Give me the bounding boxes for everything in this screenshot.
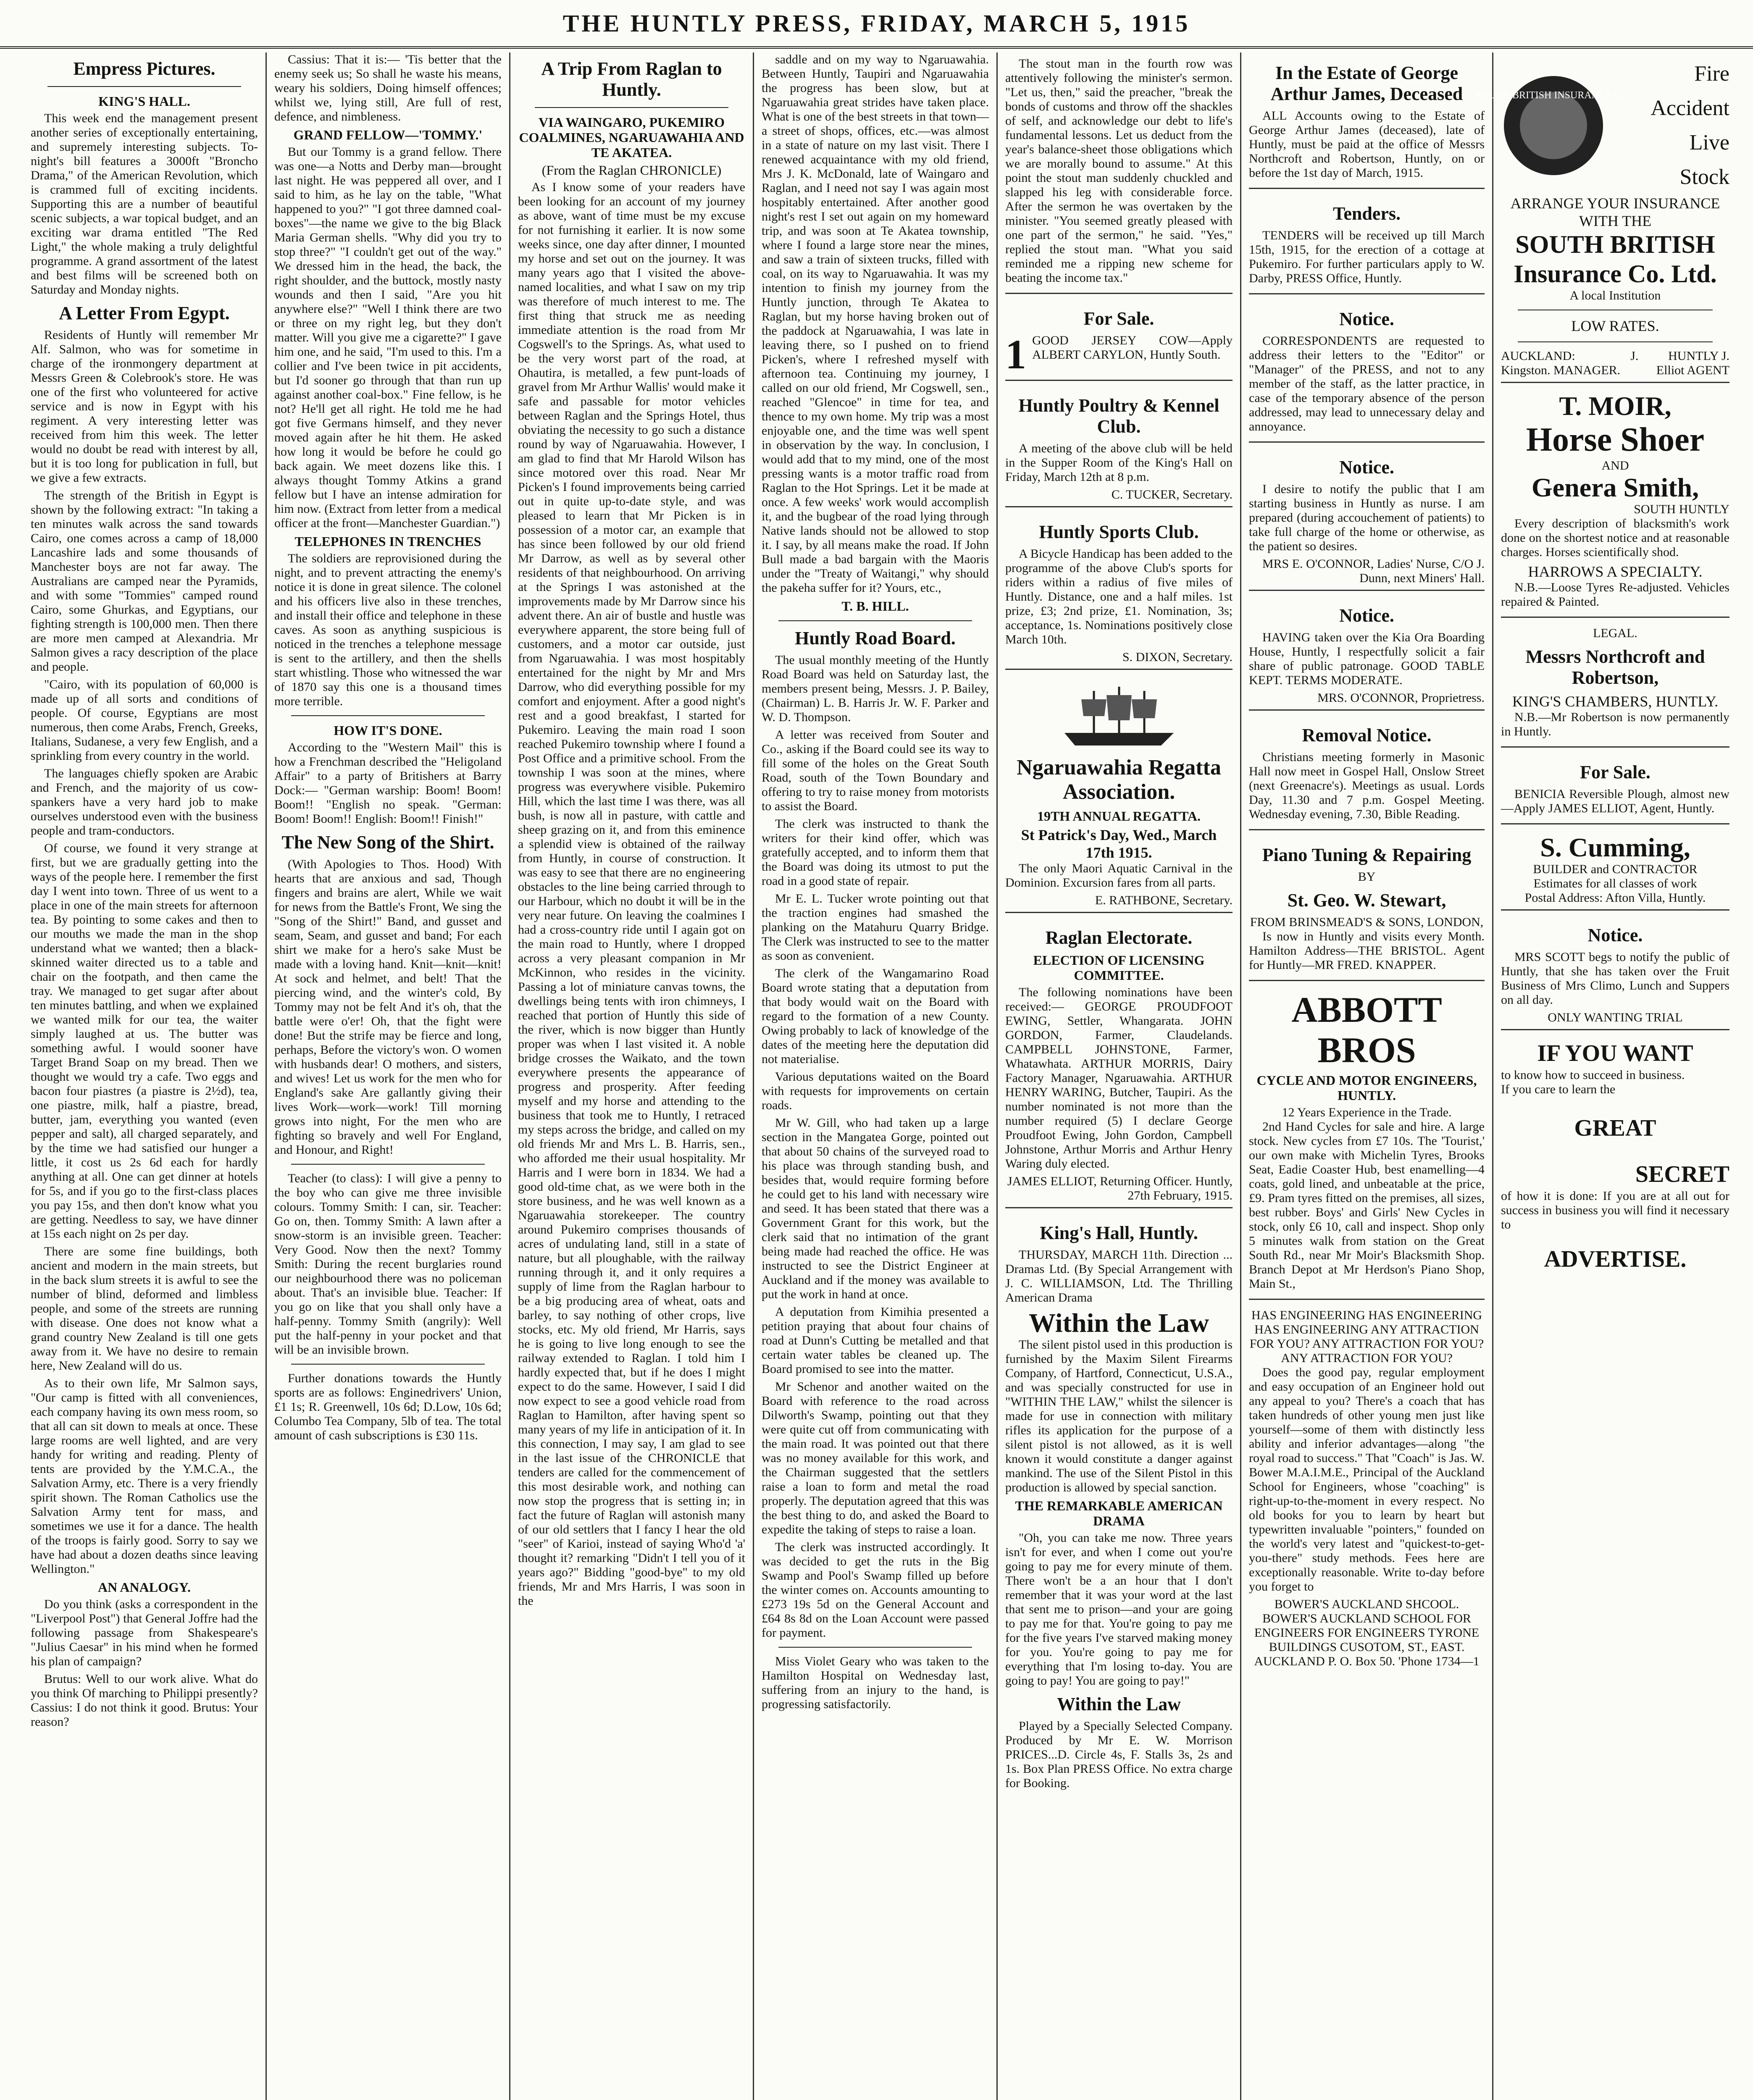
- ad-signature: MRS. O'CONNOR, Proprietress.: [1317, 691, 1485, 705]
- article-paragraph: Various deputations waited on the Board with requests for improvements on certain roads.: [762, 1070, 989, 1112]
- ad-south-british: [1476, 52, 1729, 383]
- article-paragraph: Miss Violet Geary who was taken to the Hamilton Hospital on Wednesday last, suffering from an injury to the hand, is progressing satisfactorily.: [762, 1654, 989, 1711]
- ad-line: Stock: [1679, 165, 1729, 189]
- article-heading: Huntly Road Board.: [795, 628, 956, 648]
- ad-heading: Piano Tuning & Repairing: [1262, 845, 1472, 865]
- ad-text: 12 Years Experience in the Trade.: [1282, 1105, 1452, 1119]
- ad-heading: For Sale.: [1580, 762, 1651, 782]
- ad-heading: SECRET: [1635, 1161, 1729, 1187]
- ad-text: A meeting of the above club will be held in the Supper Room of the King's Hall on Friday, March 12th at 8 p.m.: [1005, 441, 1233, 484]
- ad-for-sale: [1005, 298, 1233, 381]
- article-paragraph: Residents of Huntly will remember Mr Alf. Salmon, who was for sometime in charge of the ironmongery department at Messrs Green & Colebrook's store. He was one of the first who volunteered for active service and is now in Egypt with his regiment. A very interesting letter was received from him this week. The letter would no doubt be read with interest by all, but it is too long for publication in full, but we give a few extracts.: [31, 328, 258, 485]
- divider: [291, 715, 485, 716]
- ad-legal: [1501, 622, 1729, 748]
- article-subheading: AN ANALOGY.: [97, 1580, 191, 1595]
- column-6: [1241, 52, 1493, 2100]
- ad-poultry-club: [1005, 385, 1233, 507]
- article-heading: A Letter From Egypt.: [59, 303, 230, 323]
- ad-subheading: CYCLE AND MOTOR ENGINEERS, HUNTLY.: [1256, 1073, 1477, 1103]
- ad-text: ARRANGE YOUR INSURANCE WITH THE: [1510, 195, 1720, 229]
- ad-line: Accident: [1651, 96, 1729, 120]
- ad-notice-correspondents: [1249, 299, 1485, 443]
- ad-text: I desire to notify the public that I am starting business in Huntly as nurse. I am prepared (during accouchement of patients) to take full charge of the home or otherwise, as the patient so desires.: [1249, 482, 1485, 553]
- article-subheading: VIA WAINGARO, PUKEMIRO COALMINES, NGARUAWAHIA AND TE AKATEA.: [519, 115, 744, 160]
- ad-heading: IF YOU WANT: [1537, 1040, 1693, 1066]
- ad-heading: Tenders.: [1333, 203, 1401, 224]
- ad-heading: ABBOTT BROS: [1291, 990, 1442, 1070]
- ad-raglan-electorate: [1005, 917, 1233, 1208]
- ad-text: N.B.—Mr Robertson is now permanently in Huntly.: [1501, 710, 1729, 738]
- ad-text: GOOD JERSEY COW—Apply ALBERT CARYLON, Huntly South.: [1032, 333, 1233, 362]
- ad-line: Fire: [1694, 62, 1729, 86]
- insurance-seal-icon: [1476, 73, 1631, 178]
- ad-text: LEGAL.: [1593, 626, 1637, 640]
- ad-heading: King's Hall, Huntly.: [1040, 1223, 1198, 1243]
- ad-text: Played by a Specially Selected Company. Produced by Mr E. W. Morrison PRICES...D. Circle 4s, F. Stalls 3s, 2s and 1s. Box Plan PRESS Office. No extra charge for Booking.: [1005, 1719, 1233, 1790]
- ad-show-title-2: Within the Law: [1057, 1694, 1181, 1714]
- ad-text: SOUTH HUNTLY: [1634, 502, 1729, 516]
- ad-text: A local Institution: [1569, 289, 1661, 302]
- article-paragraph: Do you think (asks a correspondent in the "Liverpool Post") that General Joffre had the following passage from Shakespeare's "Julius Caesar" in his mind when he formed his plan of campaign?: [31, 1597, 258, 1668]
- ad-text: BENICIA Reversible Plough, almost new—Apply JAMES ELLIOT, Agent, Huntly.: [1501, 787, 1729, 815]
- article-paragraph: The clerk was instructed accordingly. It was decided to get the ruts in the Big Swamp and Pool's Swamp filled up before the winter comes on. Accounts amounting to £273 19s 5d on the General Account and £64 8s 8d on the Loan Account were passed for payment.: [762, 1540, 989, 1640]
- ad-text: Is now in Huntly and visits every Month. Hamilton Address—THE BRISTOL. Agent for Huntly—MR FRED. KNAPPER.: [1249, 929, 1485, 972]
- seal-label: SOUTH BRITISH INSURANCE CO.: [1476, 90, 1631, 101]
- article-paragraph: The usual monthly meeting of the Huntly Road Board was held on Saturday last, the members present being, Messrs. J. P. Bailey, (Chairman) L. B. Harris Jr. W. F. Parker and W. D. Thompson.: [762, 653, 989, 724]
- ad-text: Does the good pay, regular employment and easy occupation of an Engineer hold out any appeal to you? There's a coach that has taken hundreds of other young men just like yourself—some of them with distinctly less ability and inferior advantages—along "the royal road to success." That "Coach" is Jas. W. Bower M.A.I.M.E., Principal of the Auckland School for Engineers, whose "coaching" is right-up-to-the-moment in every respect. No old books for you to learn by heart but typewritten invaluable "pointers," founded on the world's very latest and "quickest-to-get-you-there" study methods. Fees here are exceptionally reasonable. Write to-day before you forget to: [1249, 1365, 1485, 1593]
- column-1: [23, 52, 267, 2100]
- divider: [291, 1364, 485, 1365]
- ad-heading: Raglan Electorate.: [1045, 927, 1193, 948]
- article-paragraph: Further donations towards the Huntly sports are as follows: Enginedrivers' Union, £1 1s; R. Greenwell, 10s 6d; D.Low, 10s 6d; Columbo Tea Company, 5lb of tea. The total amount of cash subscriptions is £30 11s.: [274, 1371, 502, 1442]
- ad-text: The silent pistol used in this production is furnished by the Maxim Silent Firearms Company, of Hartford, Connecticut, U.S.A., and was specially constructed for use in "WITHIN THE LAW," whilst the silencer is made for use in connection with military rifles its application for the purpose of a silent pistol is not allowed, as it is well known it would constitute a danger against mankind. The use of the Silent Pistol in this production is allowed by special sanction.: [1005, 1338, 1233, 1494]
- article-paragraph: Of course, we found it very strange at first, but we are gradually getting into the ways of the people here. I remember the first day I went into town. Three of us went to a place in one of the main streets for afternoon tea. By pointing to some cakes and then to our mouths we made the man in the shop understand what we wanted; then a black-skinned waiter directed us to a table and chair on the footpath, and then came the tray. We managed to get sugar after about ten minutes battling, and when we explained we wanted milk for our tea, the waiter simply laughed at us. The butter was something awful. I would sooner have Target Brand Soap on my bread. Then we thought we would try a cafe. Two eggs and bacon four piastres (a piastre is 2½d), tea, one piastre, milk, half a piastre, bread, butter, jam, everything you wanted (even pepper and salt), all charged separately, and by the time we had satisfied our hunger a little, it cost us 2s 6d each for hardly anything at all. One can get dinner at hotels for 5s, and if you go to the first-class places you pay 15s, and then don't know what you are getting. Needless to say, we have dinner at 15s each night on 2s per day.: [31, 841, 258, 1241]
- masthead-title: THE HUNTLY PRESS, FRIDAY, MARCH 5, 1915: [562, 10, 1191, 37]
- ad-notice-boarding: [1249, 595, 1485, 711]
- page-columns: [23, 52, 1737, 2100]
- ad-text: ONLY WANTING TRIAL: [1548, 1011, 1683, 1024]
- ad-regatta: [1005, 674, 1233, 913]
- article-subheading: HOW IT'S DONE.: [334, 723, 442, 738]
- ad-cumming: [1501, 829, 1729, 911]
- article-paragraph: But our Tommy is a grand fellow. There was one—a Notts and Derby man—brought last night. He was peppered all over, and I said to him, as he lay on the table, "What happened to you?" "I got three damned coal-boxes"—the name we give to the big Black Maria German shells. "Why did you try to stop three?" "I couldn't get out of the way." We dressed him in the head, the back, the right shoulder, and the buttock, mostly nasty wounds and then I said, "Are you hit anywhere else?" "Well I think there are two or three on my right leg, but they don't matter. Will you give me a cigarette?" I gave him one, and he said, "I'm used to this. I'm a collier and I've been twice in pit accidents, but I'd sooner go through that than run up against another coal-box." Fine fellow, is he not? He'll get all right. He told me he had got five Germans himself, and they never moved again after he hit them. He asked how long it would be before he could go back again. We meet dozens like this. I always thought Tommy Atkins a grand fellow but I have an intense admiration for him now. (Extract from letter from a medical officer at the front—Manchester Guardian."): [274, 145, 502, 530]
- ad-agent: HUNTLY J. Elliot AGENT: [1656, 349, 1729, 377]
- ad-top: [1476, 57, 1729, 194]
- ad-signature: MRS E. O'CONNOR, Ladies' Nurse, C/O J. Dunn, next Miners' Hall.: [1262, 557, 1485, 585]
- ad-text: TENDERS will be received up till March 15th, 1915, for the erection of a cottage at Pukemiro. For further particulars apply to W. Darby, PRESS Office, Huntly.: [1249, 228, 1485, 285]
- ad-text: Christians meeting formerly in Masonic Hall now meet in Gospel Hall, Onslow Street (next Greenacre's). Meetings as usual. Lords Day, 11.30 and 7 p.m. Gospel Meeting. Wednesday evening, 7.30, Bible Reading.: [1249, 750, 1485, 821]
- ad-heading: Horse Shoer: [1526, 421, 1705, 458]
- ad-text: "Oh, you can take me now. Three years isn't for ever, and when I come out you're going to pay me for every minute of them. There won't be a an hour that I don't remember that it was your word at the last that sent me to prison—and your are going to pay me for that. You're going to pay me for the five years I've starved making money for you. You're going to pay me for everything that I'm losing to-day. You are going to pay! You are going to pay!": [1005, 1531, 1233, 1688]
- ad-heading: SOUTH BRITISH Insurance Co. Ltd.: [1514, 231, 1717, 288]
- ship-illustration: [1056, 682, 1182, 750]
- ad-abbott: [1249, 985, 1485, 1300]
- ad-heading: For Sale.: [1083, 308, 1154, 329]
- ad-moir: [1501, 387, 1729, 618]
- ad-body: [1005, 331, 1233, 378]
- ad-text: THURSDAY, MARCH 11th. Direction ... Dramas Ltd. (By Special Arrangement with J. C. WILLIAMSON, Ltd. The Thrilling American Drama: [1005, 1248, 1233, 1305]
- ad-sports-club: [1005, 512, 1233, 670]
- article-paragraph: There are some fine buildings, both ancient and modern in the main streets, but in the back slum streets it is awful to see the number of blind, deformed and limbless people, and some of the streets are running with disease. One does not know what a grand country New Zealand is till one gets away from it. We have no desire to remain here, New Zealand will do us.: [31, 1244, 258, 1373]
- column-2: [267, 52, 510, 2100]
- article-paragraph: Teacher (to class): I will give a penny to the boy who can give me three invisible colours. Tommy Smith: I can, sir. Teacher: Go on, then. Tommy Smith: A lawn after a snow-storm is an invisible green. Teacher: Very Good. Now then the next? Tommy Smith: During the recent burglaries round our neighbourhood there was no policeman about. That's an invisible blue. Teacher: If you go on like that you shall only have a half-penny. Tommy Smith (angrily): Well put the half-penny in your pocket and that will be an invisible brown.: [274, 1171, 502, 1357]
- ad-text: The following nominations have been received:— GEORGE PROUDFOOT EWING, Settler, Whangarata. JOHN GORDON, Farmer, Claudelands. CAMPBELL JOHNSTONE, Farmer, Whatawhata. ARTHUR MORRIS, Dairy Factory Manager, Ngaruawahia. ARTHUR HENRY WARING, Butcher, Taupiri. As the number nominated is not more than the number required (5) I declare George Proudfoot Ewing, John Gordon, Campbell Johnstone, Arthur Morris and Arthur Henry Waring duly elected.: [1005, 985, 1233, 1171]
- article-paragraph: A deputation from Kimihia presented a petition praying that about four chains of road at Dunn's Cutting be metalled and that certain water tables be cleaned up. The Board promised to see into the matter.: [762, 1305, 989, 1376]
- article-paragraph: The soldiers are reprovisioned during the night, and to prevent attracting the enemy's notice it is done in great silence. The colonel and his officers live also in these trenches, and install their office and telephone in these caves. As soon as anything suspicious is noticed in the trenches a telephone message is sent to the artillery, and then the shells start whistling. Those who witnessed the war of 1870 say this one is a thousand times more terrible.: [274, 551, 502, 708]
- column-7: [1476, 52, 1737, 2100]
- ad-estate: [1249, 52, 1485, 189]
- ad-heading: In the Estate of George Arthur James, Deceased: [1270, 63, 1463, 104]
- ad-engineering: [1249, 1304, 1485, 1673]
- ad-text: If you care to learn the: [1501, 1082, 1616, 1096]
- ad-signature: JAMES ELLIOT, Returning Officer. Huntly, 27th February, 1915.: [1007, 1174, 1233, 1202]
- ad-subheading: 19TH ANNUAL REGATTA.: [1037, 808, 1201, 824]
- ad-text: MRS SCOTT begs to notify the public of Huntly, that she has taken over the Fruit Business of Mrs Climo, Lunch and Suppers on all day.: [1501, 950, 1729, 1007]
- ad-heading: Notice.: [1587, 925, 1643, 945]
- ad-subheading: St. Geo. W. Stewart,: [1287, 890, 1446, 911]
- ad-text: HAS ENGINEERING HAS ENGINEERING HAS ENGINEERING ANY ATTRACTION FOR YOU? ANY ATTRACTION FOR YOU? ANY ATTRACTION FOR YOU?: [1249, 1308, 1484, 1365]
- ad-text: AND: [1601, 459, 1629, 472]
- ad-heading: Huntly Sports Club.: [1039, 522, 1199, 542]
- ad-text: CORRESPONDENTS are requested to address their letters to the "Editor" or "Manager" of the PRESS, and not to any member of the staff, as the latter practice, in case of the temporary absence of the person addressed, may lead to unnecessary delay and annoyance.: [1249, 334, 1485, 433]
- ad-advertise: [1501, 1034, 1729, 1278]
- ad-subheading: THE REMARKABLE AMERICAN DRAMA: [1015, 1498, 1223, 1528]
- divider: [535, 107, 728, 108]
- ad-text: HAVING taken over the Kia Ora Boarding House, Huntly, I respectfully solicit a fair share of public patronage. GOOD TABLE KEPT. TERMS MODERATE.: [1249, 630, 1485, 687]
- ad-notice-nurse: [1249, 447, 1485, 591]
- ad-text: HARROWS A SPECIALTY.: [1528, 563, 1703, 580]
- article-signature: T. B. HILL.: [841, 598, 909, 614]
- ad-tenders: [1249, 193, 1485, 294]
- masthead: [0, 0, 1753, 49]
- article-paragraph: "Cairo, with its population of 60,000 is made up of all sorts and conditions of people. Of course, Egyptians are most numerous, then come Arabs, French, Greeks, Italians, Sudanese, a very few English, and a sprinkling from every country in the world.: [31, 677, 258, 763]
- article-paragraph: According to the "Western Mail" this is how a Frenchman described the "Heligoland Affair" to a party of Britishers at Barry Dock:— "German warship: Boom! Boom! Boom!! "English no speak. "German: Boom! Boom!! English: Boom!! Finish!": [274, 740, 502, 826]
- ad-heading: Genera Smith,: [1531, 472, 1699, 502]
- column-3: [510, 52, 754, 2100]
- ad-text: Every description of blacksmith's work done on the shortest notice and at reasonable charges. Horses scientifically shod.: [1501, 517, 1729, 559]
- article-heading: The New Song of the Shirt.: [281, 832, 494, 853]
- ad-lines: [1606, 57, 1729, 194]
- ad-text: BOWER'S AUCKLAND SHCOOL. BOWER'S AUCKLAND SCHOOL FOR ENGINEERS FOR ENGINEERS TYRONE BUILDINGS CUSOTOM, ST., EAST. AUCKLAND P. O. Box 50. 'Phone 1734—1: [1254, 1597, 1480, 1668]
- article-paragraph: Mr E. L. Tucker wrote pointing out that the traction engines had smashed the planking on the Matahuru Quarry Bridge. The Clerk was instructed to see to the matter as soon as convenient.: [762, 892, 989, 963]
- ad-subheading: ELECTION OF LICENSING COMMITTEE.: [1033, 953, 1205, 983]
- ad-removal: [1249, 715, 1485, 830]
- ad-signature: E. RATHBONE, Secretary.: [1095, 893, 1233, 907]
- divider: [778, 1647, 972, 1648]
- ad-text: Estimates for all classes of work: [1533, 877, 1697, 890]
- ad-piano: [1249, 835, 1485, 981]
- article-paragraph: The clerk of the Wangamarino Road Board wrote stating that a deputation from that body would wait on the Board with regard to the formation of a new County. Owing probably to lack of knowledge of the dates of the meeting here the deputation did not materialise.: [762, 966, 989, 1066]
- divider: [291, 1164, 485, 1165]
- ad-heading: S. Cumming,: [1540, 832, 1690, 862]
- ad-heading: Notice.: [1339, 605, 1394, 626]
- article-paragraph: Mr Schenor and another waited on the Board with reference to the road across Dilworth's Swamp, pointing out that they were quite cut off from communicating with the main road. It was pointed out that there was no money available for this work, and the Chairman suggested that the settlers raise a loan to form and metal the road properly. The deputation agreed that this was the best thing to do, and asked the Board to expedite the taking of steps to raise a loan.: [762, 1380, 989, 1536]
- column-5: [998, 52, 1241, 2100]
- ad-signature: S. DIXON, Secretary.: [1122, 650, 1233, 664]
- ad-heading: GREAT: [1574, 1115, 1656, 1141]
- ad-date: St Patrick's Day, Wed., March 17th 1915.: [1021, 827, 1217, 861]
- ad-heading: Removal Notice.: [1302, 725, 1432, 746]
- ad-heading: Notice.: [1339, 309, 1394, 329]
- article-paragraph: As I know some of your readers have been looking for an account of my journey as above, want of time must be my excuse for not furnishing it earlier. It is now some weeks since, one day after dinner, I mounted my horse and set out on the journey. It was many years ago that I visited the above-named localities, and what I saw on my trip was therefore of much interest to me. The first thing that struck me as needing immediate attention is the road from Mr Cogswell's to the Springs. As, what used to be the very worst part of the road, at Ohautira, is metalled, a few punt-loads of gravel from Mr Arthur Wallis' would make it safe and passable for motor vehicles between Raglan and the Springs Hotel, thus obviating the necessity to go such a distance round by way of Ngaruawahia. However, I am glad to find that Mr Harold Wilson has since motored over this road. Near Mr Picken's I found improvements being carried out in quite up-to-date style, and was pleased to learn that Mr Picken is in possession of a motor car, an example that has since been followed by our old friend Mr Darrow, as well as by several other residents of that neighbourhood. On arriving at the Springs I was astonished at the improvements made by Mr Darrow since his advent there. An air of bustle and hustle was everywhere apparent, the store being full of customers, and a motor car outside, just from Ngaruawahia. I was most hospitably entertained for the night by Mr and Mrs Darrow, who did everything possible for my comfort and enjoyment. After a good night's rest and a good breakfast, I started for Pukemiro. Leaving the main road I soon reached Pukemiro township where I found a Post Office and a primitive school. From the township I was soon at the mines, where progress was everywhere visible. Pukemiro Hill, which the last time I was there, was all bush, is now all in pasture, with cattle and sheep grazing on it, and from this eminence a splendid view is obtained of the railway from Huntly, in course of construction. It was easy to see that there are no engineering obstacles to the line being carried through to our Harbour, which no doubt it will be in the very near future. On leaving the coalmines I had a cross-country ride until I again got on the main road to Huntly, where I dropped across a very pleasant companion in Mr McKinnon, who resides in the vicinity. Passing a lot of miniature canvas towns, the dwellings being tents with iron chimneys, I reached that portion of Huntly this side of the river, which is now bigger than Huntly proper was when I last visited it. A noble bridge crosses the Waikato, and the town everywhere presents the appearance of progress and prosperity. After feeding myself and my horse and attending to the business that took me to Huntly, I retraced my steps across the bridge, and called on my old friends Mr and Mrs L. B. Harris, sen., who afforded me their usual hospitality. Mr Harris and I were born in 1834. We had a good old-time chat, as we were both in the store business, and he was well known as a Ngaruawahia storekeeper. The country around Pukemiro comprises thousands of acres of undulating land, still in a state of nature, but all ploughable, with the railway running through it, and it only requires a supply of lime from the Raglan harbour to be a big producing area of wheat, oats and barley, to say nothing of other crops, live stocks, etc. My old friend, Mr Harris, says he is going to live long enough to see the railway extended to Raglan. I told him I hardly expected that, but if he does I might expect to do the same. However, I said I did now expect to see a good vehicle road from Raglan to Hamilton, after having spent so many years of my life in anticipation of it. In this connection, I may say, I am glad to see in the last issue of the CHRONICLE that tenders are called for the commencement of this most desirable work, and nothing can now stop the progress that is setting in; in fact the future of Raglan will astonish many of our old settlers that I fancy I hear the old "seer" of Karioi, instead of saying Who'd 'a' thought it? remarking "Didn't I tell you of it years ago?" Bidding "good-bye" to my old friends, Mr and Mrs Harris, I was soon in the: [518, 180, 745, 1608]
- ad-heading: Ngaruawahia Regatta Association.: [1017, 756, 1221, 804]
- ad-text: The only Maori Aquatic Carnival in the Dominion. Excursion fares from all parts.: [1005, 861, 1233, 890]
- divider: [778, 620, 972, 621]
- ad-text: BY: [1358, 870, 1376, 884]
- article-subheading: TELEPHONES IN TRENCHES: [294, 534, 481, 549]
- ad-line: Live: [1689, 131, 1729, 155]
- ad-agents: [1501, 349, 1729, 378]
- article-paragraph: This week end the management present another series of exceptionally entertaining, and supremely interesting subjects. To-night's bill features a 3000ft "Broncho Drama," of the American Revolution, which is crammed full of exciting incidents. Supporting this are a number of beautiful scenic subjects, a war topical budget, and an exciting war drama entitled "The Red Light," the whole making a truly delightful programme. A grand assortment of the latest and best films will be screened both on Saturday and Monday nights.: [31, 111, 258, 297]
- ad-heading: Notice.: [1339, 457, 1394, 478]
- article-paragraph: The strength of the British in Egypt is shown by the following extract: "In taking a ten minutes walk across the sand towards Cairo, one comes across a camp of 18,000 Lancashire lads and some thousands of Manchester boys are not far away. The Australians are camped near the Pyramids, and with some "Tommies" camped round Cairo, some Ghurkas, and Egyptians, our fighting strength is 100,000 men. Then there are more men camped at Alexandria. Mr Salmon gives a racy description of the place and people.: [31, 488, 258, 674]
- ad-text: ALL Accounts owing to the Estate of George Arthur James (deceased), late of Huntly, must be paid at the office of Messrs Northcroft and Robertson, Huntly, on or before the 1st day of March, 1915.: [1249, 109, 1485, 180]
- article-paragraph: Brutus: Well to our work alive. What do you think Of marching to Philippi presently? Cassius: I do not think it good. Brutus: Your reason?: [31, 1672, 258, 1729]
- ad-show-title: Within the Law: [1028, 1308, 1209, 1338]
- ad-signature: C. TUCKER, Secretary.: [1111, 488, 1233, 501]
- ad-text: FROM BRINSMEAD'S & SONS, LONDON,: [1250, 915, 1484, 929]
- article-source: (From the Raglan CHRONICLE): [541, 163, 722, 178]
- article-paragraph: Cassius: That it is:— 'Tis better that the enemy seek us; So shall he waste his means, weary his soldiers, Doing himself offences; whilst we, lying still, Are full of rest, defence, and nimbleness.: [274, 52, 502, 123]
- ad-sermon-story: [1005, 52, 1233, 294]
- ad-kings-hall: [1005, 1213, 1233, 1798]
- ad-heading: Huntly Poultry & Kennel Club.: [1018, 395, 1219, 437]
- article-paragraph: The clerk was instructed to thank the writers for their kind offer, which was gratefully accepted, and to inform them that the Board was doing its utmost to put the road in a good state of repair.: [762, 817, 989, 888]
- ad-text: KING'S CHAMBERS, HUNTLY.: [1512, 693, 1719, 710]
- ad-agent: AUCKLAND: J. Kingston. MANAGER.: [1501, 349, 1639, 377]
- ad-text: Postal Address: Afton Villa, Huntly.: [1524, 891, 1706, 905]
- divider: [47, 86, 241, 87]
- article-paragraph: The languages chiefly spoken are Arabic and French, and the majority of us cow-spankers have a very hard job to make ourselves understood even with the business people and tram-conductors.: [31, 766, 258, 837]
- ad-heading: ADVERTISE.: [1544, 1246, 1687, 1272]
- ad-text: BUILDER and CONTRACTOR: [1533, 862, 1698, 876]
- ad-text: of how it is done: If you are at all out for success in business you will find it necessary to: [1501, 1189, 1729, 1231]
- article-paragraph: The stout man in the fourth row was attentively following the minister's sermon. "Let us, then," said the preacher, "break the bonds of customs and throw off the shackles of self, and acknowledge our debt to life's fundamental lessons. Let us deduct from the year's balance-sheet those obligations which we are morally bound to assume." At this point the stout man suddenly chuckled and slapped his leg with considerable force. After the sermon he was overtaken by the minister. "You seemed greatly pleased with one part of the sermon," he said. "Yes," replied the stout man. "What you said reminded me a ripping new scheme for beating the income tax.": [1005, 57, 1233, 285]
- divider: [1518, 341, 1713, 342]
- ad-heading: Messrs Northcroft and Robertson,: [1525, 646, 1705, 688]
- ad-text: N.B.—Loose Tyres Re-adjusted. Vehicles repaired & Painted.: [1501, 580, 1729, 609]
- ad-number: 1: [1005, 331, 1026, 378]
- ad-heading: T. MOIR,: [1559, 391, 1672, 421]
- article-heading: Empress Pictures.: [73, 58, 216, 79]
- article-paragraph: saddle and on my way to Ngaruawahia. Between Huntly, Taupiri and Ngaruawahia the progress has been slow, but at Ngaruawahia great strides have taken place. What is one of the best streets in that town—a street of shops, offices, etc.—was almost in a state of nature on my last visit. There I renewed acquaintance with my old friend, Mrs J. K. McDonald, late of Waingaro and Raglan, and I need not say I was again most hospitably entertained. After another good night's rest I set out again on my homeward trip, and was soon at Te Akatea township, where I found a large store near the mines, and saw a train of sixteen trucks, filled with coal, on its way to Ngaruawahia. It was my intention to finish my journey from the Huntly junction, through Te Akatea to Raglan, but my horse having broken out of the paddock at Ngaruawahia, I was late in leaving there, so I pushed on to friend Picken's, where I refreshed myself with afternoon tea. Continuing my journey, I called on our old friend, Mr Cogswell, sen., reached "Glencoe" in time for tea, and thence to my own home. My trip was a most enjoyable one, and the time was well spent in observation by the way. In conclusion, I would add that to my mind, one of the most pressing wants is a motor traffic road from Raglan to the Hot Springs. Let it be made at once. A few weeks' work would accomplish it, and the bugbear of the road lying through Native lands should not be allowed to stop it. I say, by all means make the road. If John Bull made a bad bargain with the Maoris under the "Treaty of Waitangi," why should the pakeha suffer for it? Yours, etc.,: [762, 52, 989, 595]
- column-4: [754, 52, 998, 2100]
- ad-text: A Bicycle Handicap has been added to the programme of the above Club's sports for riders within a radius of five miles of Huntly. Distance, one and a half miles. 1st prize, £3; 2nd prize, £1. Nomination, 3s; acceptance, 1s. Nominations positively close March 10th.: [1005, 547, 1233, 646]
- article-paragraph: As to their own life, Mr Salmon says, "Our camp is fitted with all conveniences, each company having its own mess room, so that all can sit down to meals at once. These large rooms are well lighted, and are very handy for writing and reading. Plenty of tents are provided by the Y.M.C.A., the Salvation Army, etc. There is a very friendly spirit shown. The Roman Catholics use the Salvation Army tent for mass, and sometimes we use it for a dance. The health of the troops is fairly good. Sorry to say we have had about a dozen deaths since leaving Wellington.": [31, 1376, 258, 1576]
- article-subheading: GRAND FELLOW—'TOMMY.': [293, 127, 483, 142]
- ad-for-sale-plough: [1501, 752, 1729, 824]
- poem: (With Apologies to Thos. Hood) With hearts that are anxious and sad, Though fingers and brains are alert, While we wait for news from the Battle's Front, We sing the "Song of the Shirt!" Band, and gusset and seam, Seam, and gusset and band; For each shirt we make for a hero's sake Must be made with a loving hand. Knit—knit—knit! At sock and helmet, and belt! That the piercing wind, and the winter's cold, By Tommy may not be felt And it's oh, that the battle were o'er! Oh, that the fight were done! But the strife may be fierce and long, perhaps, Before the victory's won. O women with husbands dear! O mothers, and sisters, and wives! Let us work for the men who for England's sake Are gallantly giving their lives Work—work—work! Till morning grows into night, For the men who are fighting so bravely and well For England, and Honour, and Right!: [274, 857, 502, 1157]
- article-subheading: KING'S HALL.: [98, 94, 190, 109]
- article-paragraph: A letter was received from Souter and Co., asking if the Board could see its way to fill some of the holes on the Great South Road, south of the Town Boundary and offering to try to raise money from motorists to assist the Board.: [762, 728, 989, 813]
- article-paragraph: Mr W. Gill, who had taken up a large section in the Mangatea Gorge, pointed out that about 50 chains of the surveyed road to his place was through standing bush, and besides that, would require forming before he could get to his land with necessary wire and seed. It has been stated that there was a Government Grant for this work, but the clerk said that no intimation of the grant being made had reached the office. He was instructed to see the District Engineer at Auckland and if the money was available to put the work in hand at once.: [762, 1116, 989, 1301]
- article-heading: A Trip From Raglan to Huntly.: [541, 58, 722, 100]
- ad-notice-scott: [1501, 915, 1729, 1030]
- ad-text: to know how to succeed in business.: [1501, 1068, 1685, 1082]
- ad-text: LOW RATES.: [1571, 318, 1659, 334]
- ad-text: 2nd Hand Cycles for sale and hire. A large stock. New cycles from £7 10s. The 'Tourist,' our own make with Michelin Tyres, Brooks Seat, Eadie Coaster Hub, best enamelling—4 coats, gold lined, and unbeatable at the price, £9. Pram tyres fitted on the premises, all sizes, best rubber. Boys' and Girls' New Cycles in stock, only £6 10, call and inspect. Shop only 5 minutes walk from station on the Great South Rd., near Mr Moir's Blacksmith Shop. Branch Depot at Mr Herdson's Piano Shop, Main St.,: [1249, 1120, 1485, 1291]
